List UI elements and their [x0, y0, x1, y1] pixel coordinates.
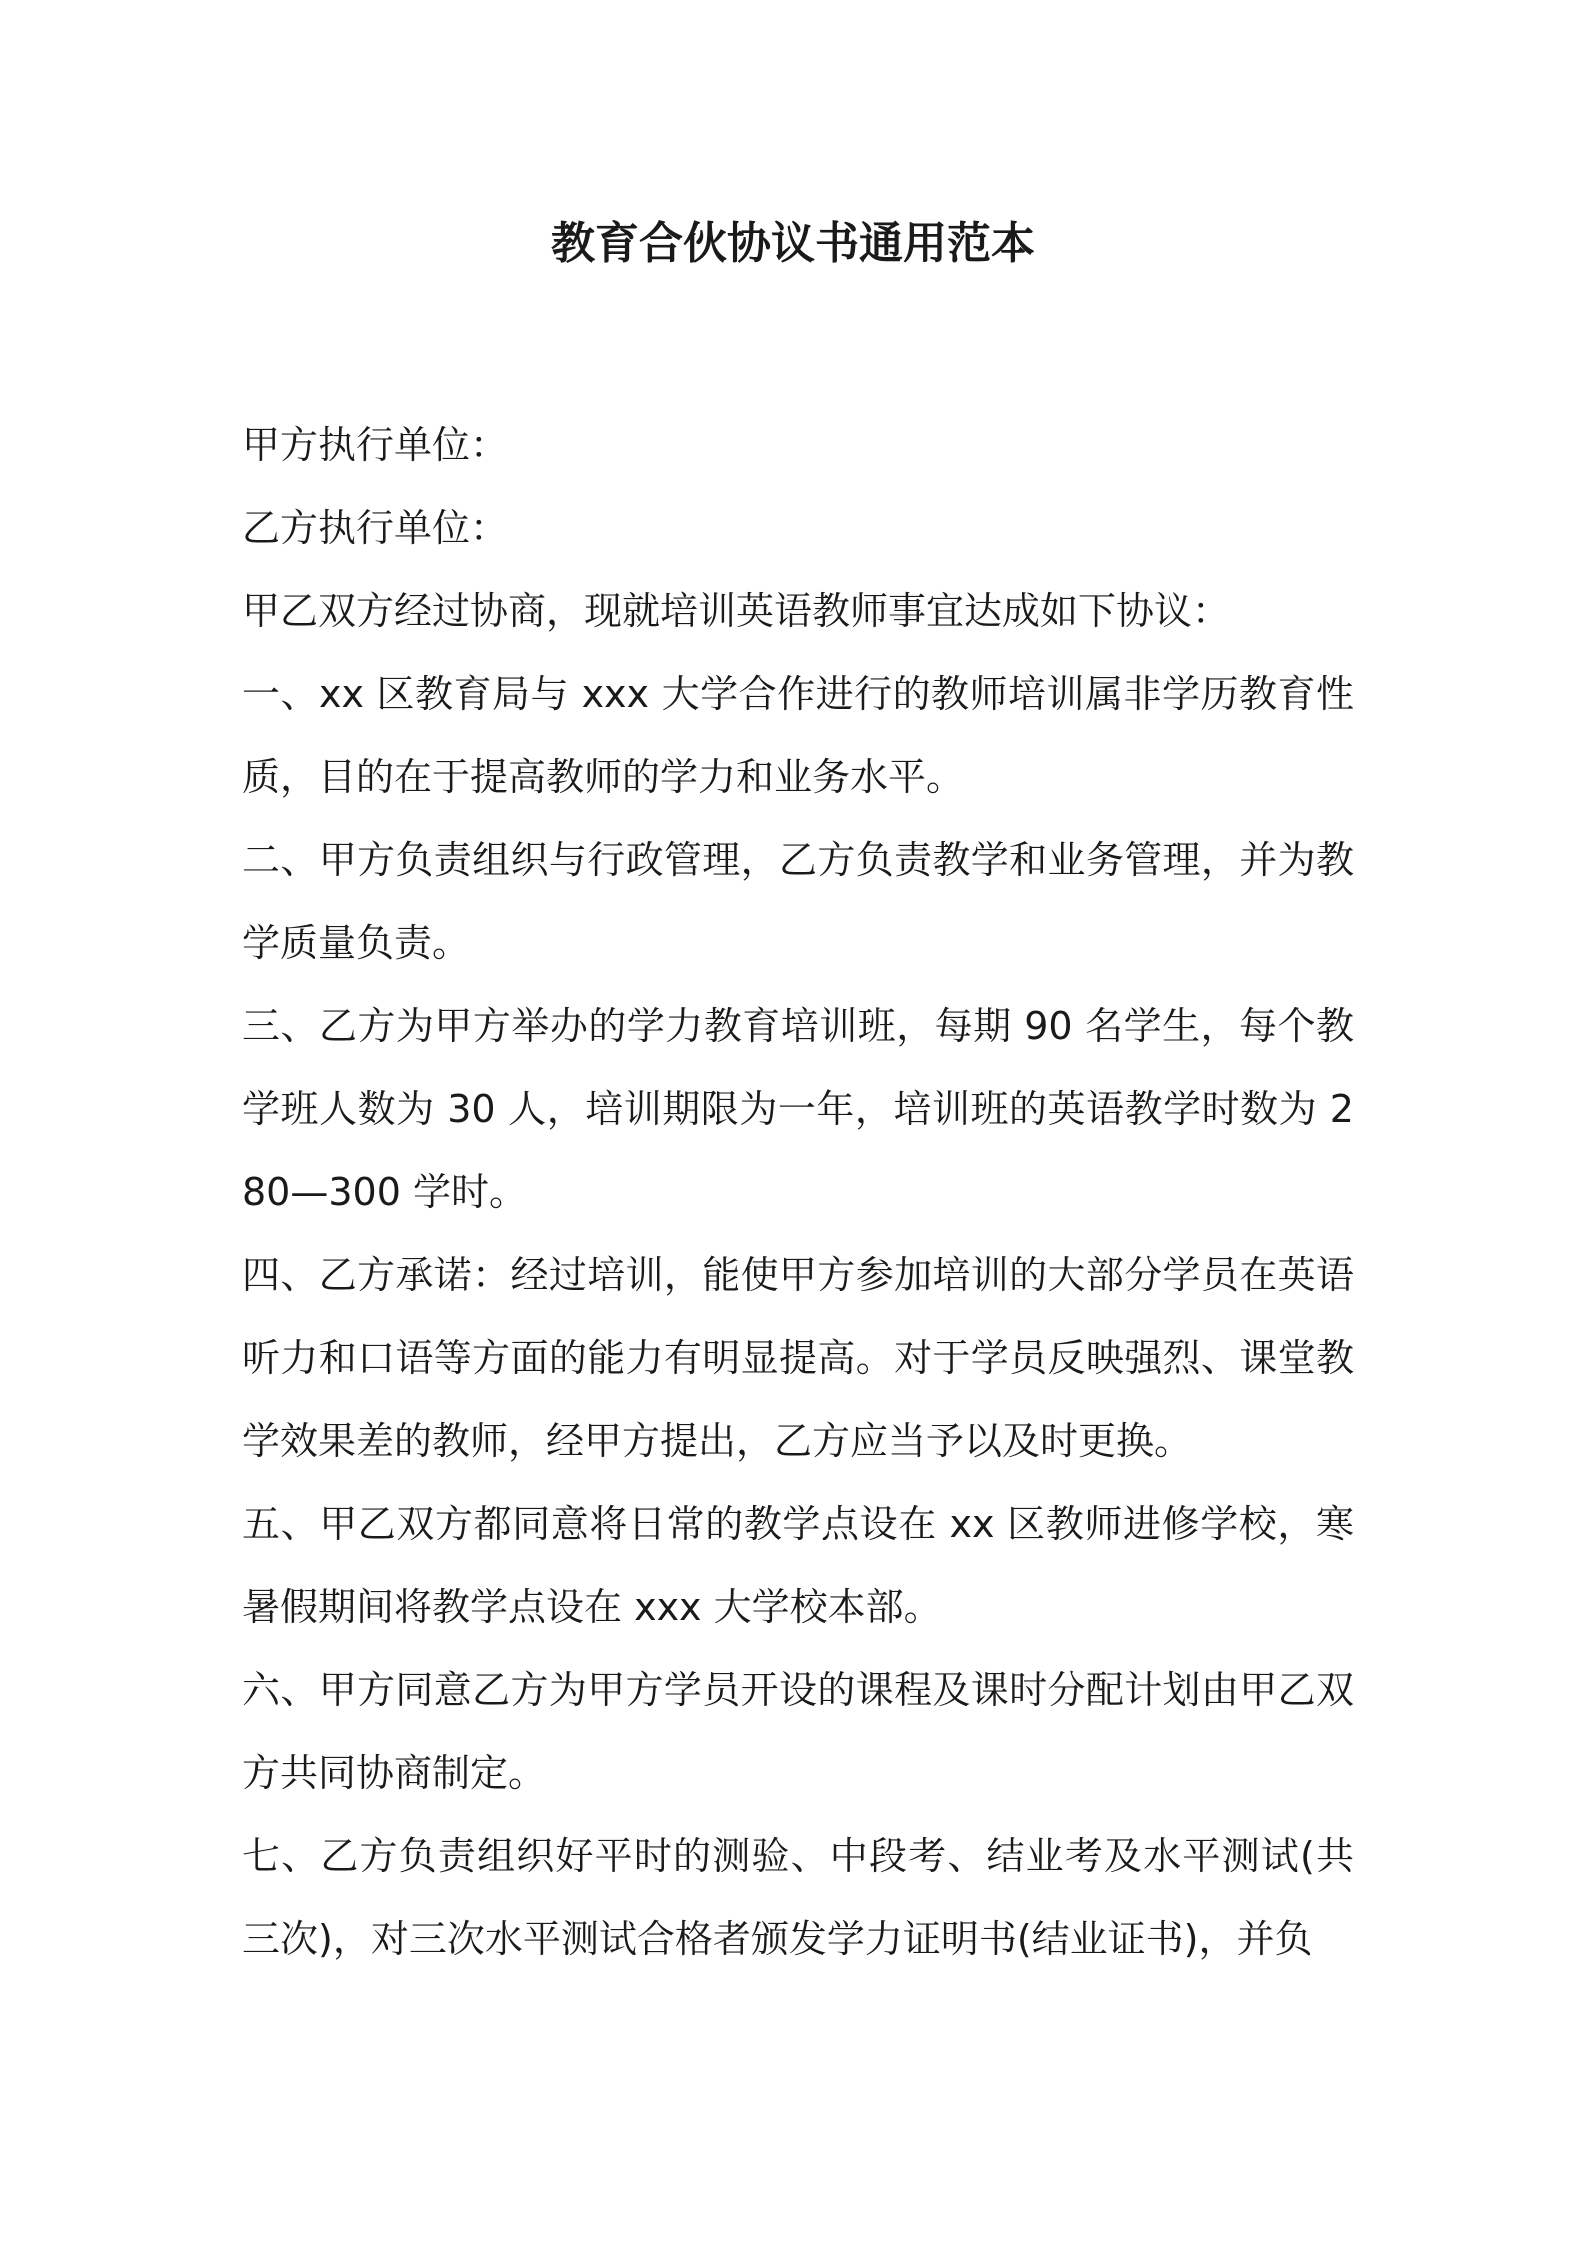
clause-paragraph-5: 五、甲乙双方都同意将日常的教学点设在 xx 区教师进修学校，寒暑假期间将教学点设在 xxx 大学校本部。	[242, 1502, 1354, 1629]
clause-paragraph-1: 一、xx 区教育局与 xxx 大学合作进行的教师培训属非学历教育性质，目的在于提高教师的学力和业务水平。	[242, 672, 1354, 799]
clause-paragraph-2: 二、甲方负责组织与行政管理，乙方负责教学和业务管理，并为教学质量负责。	[242, 838, 1354, 965]
document-body	[242, 404, 1354, 1981]
document-title: 教育合伙协议书通用范本	[551, 218, 1035, 269]
party-a-line: 甲方执行单位：	[242, 423, 509, 467]
clause-paragraph-3: 三、乙方为甲方举办的学力教育培训班，每期 90 名学生，每个教学班人数为 30 人，培训期限为一年，培训班的英语教学时数为 280—300 学时。	[242, 1004, 1354, 1214]
clause-paragraph-7: 七、乙方负责组织好平时的测验、中段考、结业考及水平测试(共三次)，对三次水平测试合格者颁发学力证明书(结业证书)，并负	[242, 1834, 1354, 1961]
party-b-line: 乙方执行单位：	[242, 506, 509, 550]
clause-paragraph-4: 四、乙方承诺：经过培训，能使甲方参加培训的大部分学员在英语听力和口语等方面的能力有明显提高。对于学员反映强烈、课堂教学效果差的教师，经甲方提出，乙方应当予以及时更换。	[242, 1253, 1354, 1463]
intro-paragraph: 甲乙双方经过协商，现就培训英语教师事宜达成如下协议：	[242, 589, 1231, 633]
clause-paragraph-6: 六、甲方同意乙方为甲方学员开设的课程及课时分配计划由甲乙双方共同协商制定。	[242, 1668, 1354, 1795]
